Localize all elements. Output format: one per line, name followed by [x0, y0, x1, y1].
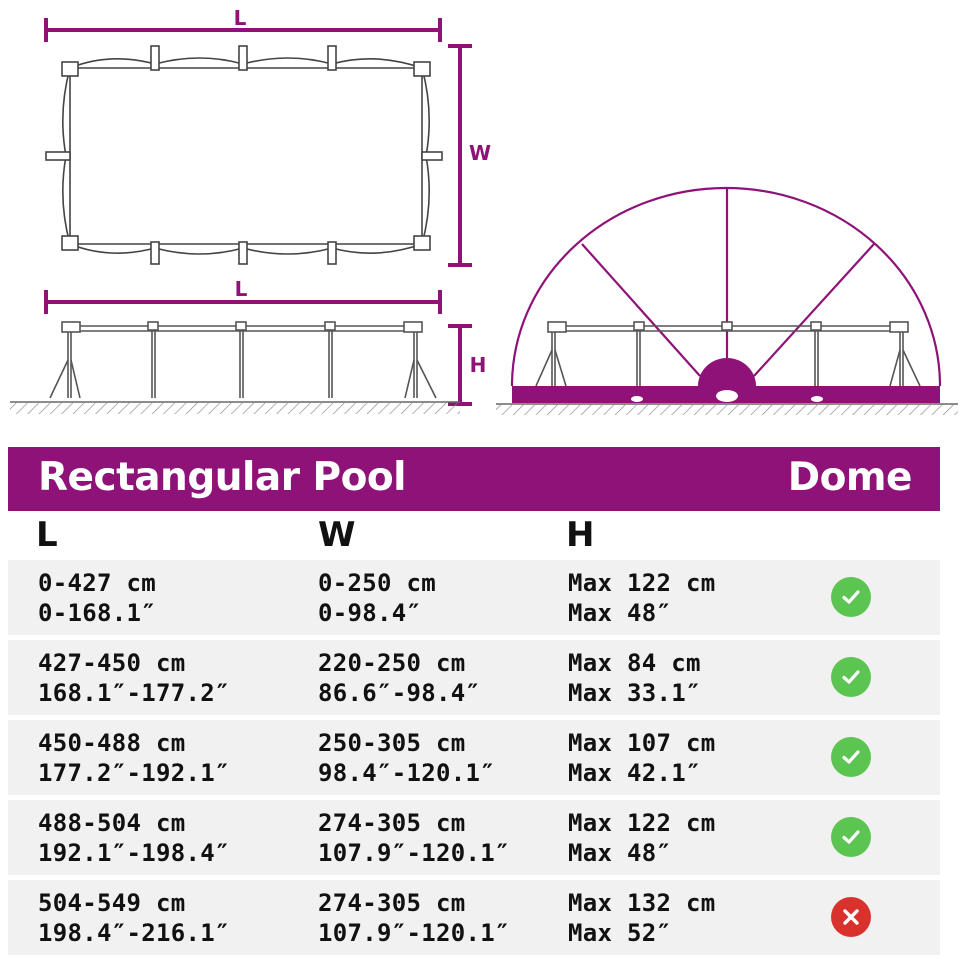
- length-cell-line: 504-549 cm: [38, 889, 186, 917]
- length-cell-line: 488-504 cm: [38, 809, 186, 837]
- top-width-label: W: [468, 141, 492, 165]
- check-circle-icon: [831, 737, 871, 777]
- table-row: [8, 560, 940, 635]
- width-cell-line: 98.4″-120.1″: [318, 759, 495, 787]
- dome-column-header: Dome: [787, 455, 912, 500]
- width-cell: [318, 888, 510, 948]
- width-cell: [318, 728, 495, 788]
- length-cell-line: 450-488 cm: [38, 729, 186, 757]
- width-cell-line: 107.9″-120.1″: [318, 839, 510, 867]
- check-circle-icon: [831, 657, 871, 697]
- diagram-svg: [0, 0, 972, 440]
- pool-side-frame: [50, 322, 436, 398]
- height-cell-line: Max 52″: [568, 919, 672, 947]
- length-cell-line: 0-427 cm: [38, 569, 156, 597]
- length-cell-line: 177.2″-192.1″: [38, 759, 230, 787]
- length-cell: [38, 648, 230, 708]
- table-row: [8, 880, 940, 955]
- side-length-label: L: [234, 277, 248, 301]
- side-view: [10, 277, 486, 414]
- height-cell-line: Max 122 cm: [568, 569, 716, 597]
- height-cell: [568, 568, 716, 628]
- length-cell-line: 168.1″-177.2″: [38, 679, 230, 707]
- top-view: [46, 6, 491, 265]
- height-cell: [568, 648, 701, 708]
- dome-hub: [698, 358, 756, 386]
- height-cell-line: Max 107 cm: [568, 729, 716, 757]
- top-width-dimension: [448, 46, 491, 265]
- dome-view: [496, 188, 958, 415]
- height-cell-line: Max 48″: [568, 599, 672, 627]
- column-header-width: W: [318, 515, 356, 555]
- width-cell-line: 274-305 cm: [318, 889, 466, 917]
- width-cell-line: 274-305 cm: [318, 809, 466, 837]
- width-cell-line: 220-250 cm: [318, 649, 466, 677]
- pool-top-outline: [46, 46, 442, 264]
- table-row: [8, 640, 940, 715]
- height-cell: [568, 728, 716, 788]
- width-cell: [318, 568, 436, 628]
- top-length-dimension: [46, 6, 440, 42]
- length-cell: [38, 568, 156, 628]
- table-header-band: [8, 447, 940, 511]
- width-cell-line: 86.6″-98.4″: [318, 679, 481, 707]
- side-height-label: H: [469, 353, 487, 377]
- width-cell: [318, 808, 510, 868]
- length-cell-line: 192.1″-198.4″: [38, 839, 230, 867]
- height-cell-line: Max 42.1″: [568, 759, 701, 787]
- length-cell-line: 427-450 cm: [38, 649, 186, 677]
- width-cell-line: 250-305 cm: [318, 729, 466, 757]
- dome-ground-hatching: [496, 404, 958, 415]
- column-header-length: L: [36, 515, 58, 555]
- pool-diagrams: [0, 0, 972, 440]
- table-row: [8, 800, 940, 875]
- height-cell-line: Max 33.1″: [568, 679, 701, 707]
- length-cell-line: 198.4″-216.1″: [38, 919, 230, 947]
- length-cell: [38, 888, 230, 948]
- side-length-dimension: [46, 277, 440, 314]
- table-row: [8, 720, 940, 795]
- length-cell-line: 0-168.1″: [38, 599, 156, 627]
- length-cell: [38, 808, 230, 868]
- height-cell-line: Max 122 cm: [568, 809, 716, 837]
- column-header-height: H: [566, 515, 595, 555]
- check-circle-icon: [831, 577, 871, 617]
- width-cell-line: 0-98.4″: [318, 599, 422, 627]
- height-cell-line: Max 84 cm: [568, 649, 701, 677]
- ground-hatching: [10, 402, 460, 414]
- table-title: Rectangular Pool: [38, 455, 407, 500]
- side-height-dimension: [448, 326, 486, 404]
- height-cell: [568, 808, 716, 868]
- top-length-label: L: [233, 6, 247, 30]
- length-cell: [38, 728, 230, 788]
- width-cell-line: 107.9″-120.1″: [318, 919, 510, 947]
- height-cell: [568, 888, 716, 948]
- width-cell: [318, 648, 480, 708]
- height-cell-line: Max 48″: [568, 839, 672, 867]
- height-cell-line: Max 132 cm: [568, 889, 716, 917]
- width-cell-line: 0-250 cm: [318, 569, 436, 597]
- check-circle-icon: [831, 817, 871, 857]
- dome-ribs: [582, 188, 874, 376]
- cross-circle-icon: [831, 897, 871, 937]
